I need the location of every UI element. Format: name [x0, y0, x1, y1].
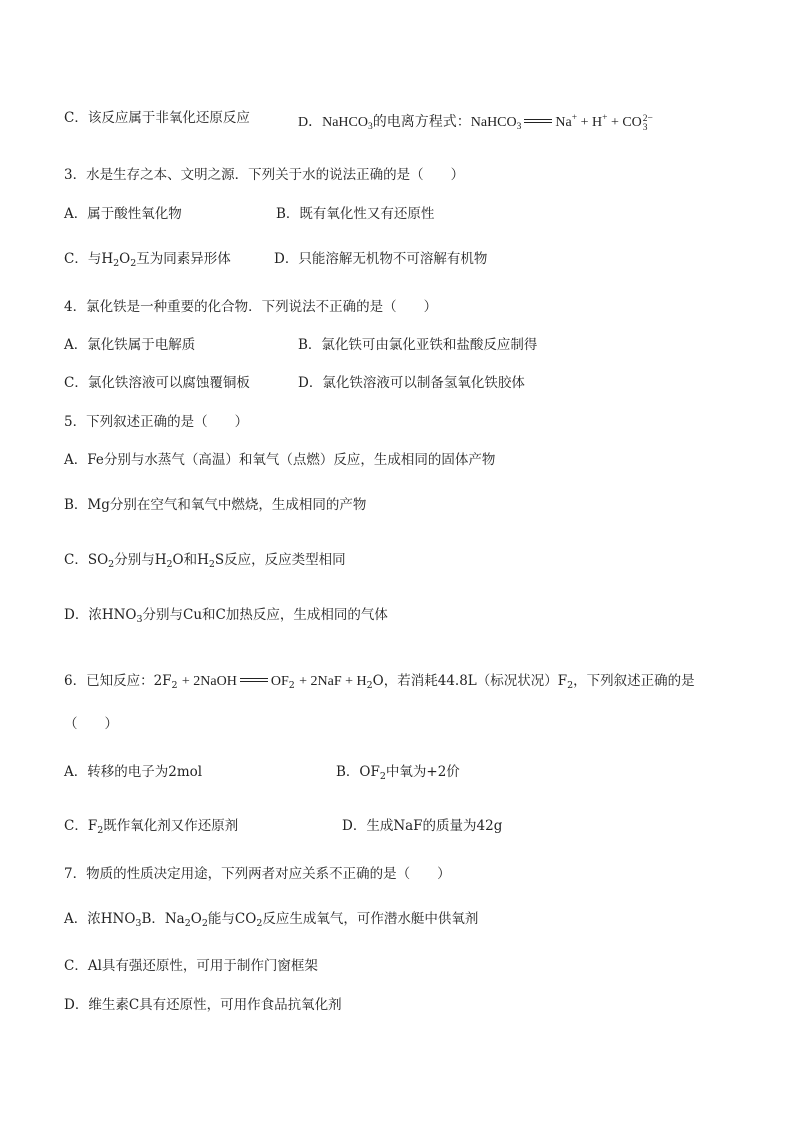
q3-option-d: D．只能溶解无机物不可溶解有机物: [274, 251, 488, 267]
q6-c-sub: 2: [97, 825, 104, 836]
q6-option-a: A．转移的电子为2mol: [64, 764, 203, 780]
q7-ab-sub4: 2: [256, 918, 263, 929]
q6-stem-pre: 6．已知反应：2F: [64, 673, 172, 689]
q2-option-c: C．该反应属于非氧化还原反应: [64, 110, 250, 126]
q7-option-c: C．Al具有强还原性，可用于制作门窗框架: [64, 958, 318, 974]
q6-p3: + 2NaF + H: [299, 674, 367, 689]
q5-d-post: 分别与Cu和C加热反应，生成相同的气体: [142, 607, 388, 623]
q6-b-post: 中氧为+2价: [385, 764, 460, 780]
q7-ab-sub3: 2: [201, 918, 208, 929]
q7-stem: 7．物质的性质决定用途，下列两者对应关系不正确的是（ ）: [64, 866, 451, 882]
q5-c-post: S反应，反应类型相同: [214, 552, 346, 568]
q6-option-b: [336, 762, 460, 787]
q3-stem: 3．水是生存之本、文明之源．下列关于水的说法正确的是（ ）: [64, 167, 465, 183]
q2-d-co-sup: 2−: [642, 114, 653, 124]
q2-d-mid: 的电离方程式：NaHCO: [372, 115, 517, 130]
q5-option-c: [64, 550, 346, 575]
q5-d-pre: D．浓HNO: [64, 607, 137, 623]
q6-stem: [64, 671, 695, 696]
q7-ab-sub2: 2: [184, 918, 191, 929]
q6-option-d: D．生成NaF的质量为42g: [342, 818, 503, 834]
q6-p1: + 2NaOH: [181, 674, 237, 689]
q4-option-d: D．氯化铁溶液可以制备氢氧化铁胶体: [298, 375, 525, 391]
equilibrium-sign: [524, 119, 552, 123]
q6-s3: 2: [366, 680, 373, 691]
q3-c-o: O: [119, 251, 131, 267]
q6-p5: ，下列叙述正确的是: [573, 673, 695, 689]
q5-c-pre: C．SO: [64, 552, 109, 568]
q7-option-d: D．维生素C具有还原性，可用作食品抗氧化剂: [64, 997, 342, 1013]
q2-d-sub2: 3: [516, 122, 522, 132]
q6-s1: 2: [171, 680, 178, 691]
q3-c-post: 互为同素异形体: [136, 251, 231, 267]
q6-b-sub: 2: [379, 771, 386, 782]
q7-ab-mid1: B．Na: [141, 911, 185, 927]
q5-c-mid1: 分别与H: [114, 552, 167, 568]
q5-stem: 5．下列叙述正确的是（ ）: [64, 414, 249, 430]
q2-d-co-index: [643, 115, 653, 133]
q7-ab-post: 反应生成氧气，可作潜水艇中供氧剂: [262, 911, 479, 927]
q4-stem: 4．氯化铁是一种重要的化合物．下列说法不正确的是（ ）: [64, 299, 438, 315]
q6-p4: O，若消耗44.8L（标况状况）F: [372, 673, 568, 689]
q6-c-pre: C．F: [64, 818, 98, 834]
q3-option-c: [64, 249, 231, 274]
q6-b-pre: B．OF: [336, 764, 380, 780]
q3-option-a: A．属于酸性氧化物: [64, 206, 182, 222]
q3-c-pre: C．与H: [64, 251, 114, 267]
q2-d-co: + CO: [610, 115, 642, 130]
q6-p2: OF: [270, 674, 289, 689]
q4-option-c: C．氯化铁溶液可以腐蚀覆铜板: [64, 375, 250, 391]
q6-c-post: 既作氧化剂又作还原剂: [103, 818, 239, 834]
q3-option-b: B．既有氧化性又有还原性: [276, 206, 435, 222]
q7-ab-sub1: 3: [135, 918, 142, 929]
q7-ab-mid3: 能与CO: [207, 911, 257, 927]
q2-d-co-sub: 3: [642, 123, 648, 133]
q7-ab-mid2: O: [190, 911, 202, 927]
q3-c-sub2: 2: [130, 258, 137, 269]
q6-s2: 2: [288, 680, 295, 691]
q4-option-a: A．氯化铁属于电解质: [64, 337, 196, 353]
q7-option-ab: [64, 909, 478, 934]
q6-answer-paren: （ ）: [64, 716, 118, 732]
q6-option-c: [64, 816, 238, 841]
q2-d-prefix: D．NaHCO: [298, 115, 368, 130]
q5-option-d: [64, 605, 388, 630]
q5-option-b: B．Mg分别在空气和氧气中燃烧，生成相同的产物: [64, 497, 367, 513]
q5-c-mid2: O和H: [172, 552, 209, 568]
q2-d-sub1: 3: [368, 122, 373, 132]
q5-c-sub3: 2: [208, 559, 215, 570]
q7-ab-pre: A．浓HNO: [64, 911, 136, 927]
q2-option-d: [298, 108, 653, 137]
q5-option-a: A．Fe分别与水蒸气（高温）和氧气（点燃）反应，生成相同的固体产物: [64, 452, 496, 468]
q5-c-sub1: 2: [108, 559, 115, 570]
q5-c-sub2: 2: [166, 559, 173, 570]
q3-c-sub1: 2: [113, 258, 120, 269]
q2-d-na: Na: [555, 115, 572, 130]
q2-d-plus1: +: [571, 113, 578, 123]
q5-d-sub: 3: [136, 614, 143, 625]
q6-s4: 2: [567, 680, 574, 691]
q2-d-plus2: +: [602, 113, 608, 123]
q4-option-b: B．氯化铁可由氯化亚铁和盐酸反应制得: [298, 337, 538, 353]
q2-d-h: + H: [580, 115, 603, 130]
equilibrium-sign: [240, 678, 268, 682]
